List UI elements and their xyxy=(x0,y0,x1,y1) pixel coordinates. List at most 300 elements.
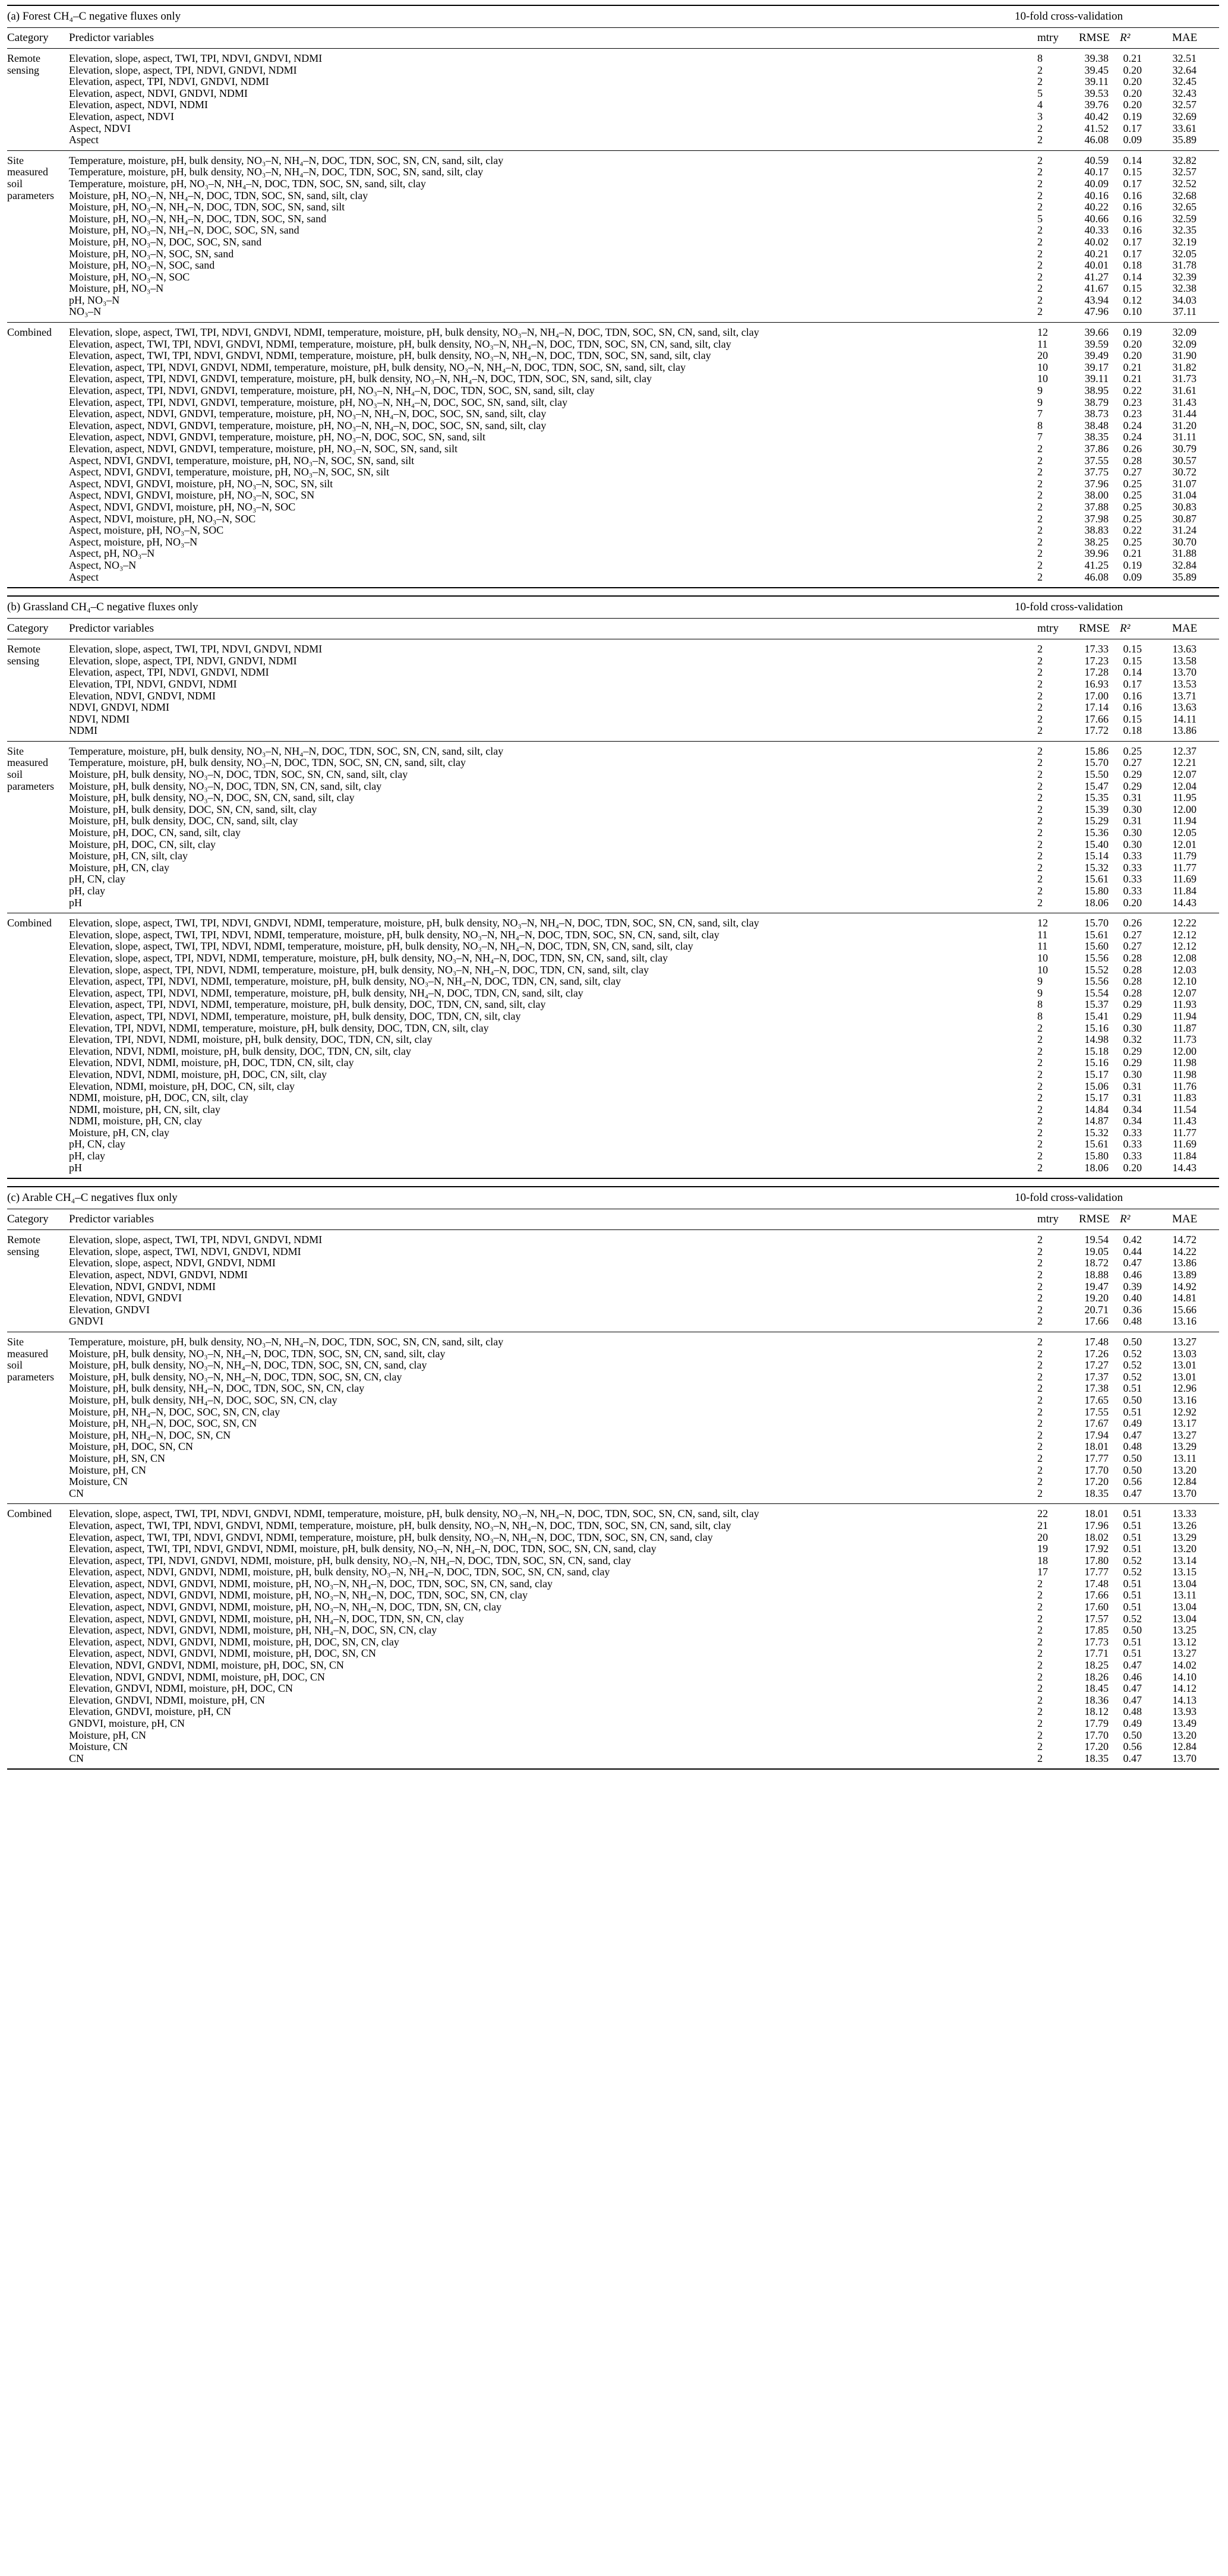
mtry-cell: 2 xyxy=(1037,885,1043,897)
mae-cell: 11.79 xyxy=(1173,850,1197,862)
predictors-cell: Elevation, GNDVI, NDMI, moisture, pH, DOC, CN xyxy=(69,1682,293,1695)
mae-cell: 12.84 xyxy=(1172,1741,1197,1753)
table-row xyxy=(7,792,1219,804)
column-header-row xyxy=(7,619,1219,639)
predictors-cell: Elevation, slope, aspect, TWI, TPI, NDVI, GNDVI, NDMI xyxy=(69,52,323,64)
row-group xyxy=(7,639,1219,741)
row-group xyxy=(7,323,1219,587)
mae-cell: 11.95 xyxy=(1173,792,1197,804)
r2-cell: 0.20 xyxy=(1123,64,1142,76)
table-row xyxy=(7,65,1219,77)
rmse-cell: 17.60 xyxy=(1084,1601,1109,1613)
mae-cell: 33.61 xyxy=(1172,122,1197,134)
mtry-cell: 2 xyxy=(1037,1624,1043,1637)
rmse-cell: 17.77 xyxy=(1084,1452,1109,1464)
table-row xyxy=(7,53,1219,65)
mtry-cell: 2 xyxy=(1037,701,1043,714)
rmse-cell: 40.33 xyxy=(1084,224,1109,237)
table-row xyxy=(7,1672,1219,1683)
rmse-cell: 15.17 xyxy=(1084,1068,1109,1080)
mtry-cell: 2 xyxy=(1037,154,1043,166)
predictors-cell: Elevation, aspect, TPI, NDVI, GNDVI, NDMI, temperature, moisture, pH, bulk density, NO₃–N, NH₄–N, DOC, TDN, SOC, SN, sand, silt, clay xyxy=(69,361,686,373)
mae-cell: 12.00 xyxy=(1172,803,1197,815)
rmse-cell: 18.06 xyxy=(1084,896,1109,909)
rmse-cell: 39.38 xyxy=(1084,52,1109,64)
predictors-cell: Elevation, aspect, TWI, TPI, NDVI, GNDVI, NDMI, temperature, moisture, pH, bulk density, NO₃–N, NH₄–N, DOC, TDN, SOC, SN, CN, sand, silt, clay xyxy=(69,338,731,350)
predictors-cell: GNDVI xyxy=(69,1315,103,1328)
r2-cell: 0.17 xyxy=(1123,247,1142,260)
mae-cell: 13.33 xyxy=(1172,1508,1197,1520)
table-row xyxy=(7,1057,1219,1069)
mae-cell: 12.22 xyxy=(1172,917,1197,929)
table-row xyxy=(7,339,1219,351)
mae-cell: 31.73 xyxy=(1172,373,1197,385)
predictors-cell: Elevation, aspect, NDVI, GNDVI, temperature, moisture, pH, NO₃–N, NH₄–N, DOC, SOC, SN, sand, silt, clay xyxy=(69,408,547,420)
rmse-cell: 18.35 xyxy=(1084,1487,1109,1499)
cv-label: 10-fold cross-validation xyxy=(1015,1191,1123,1205)
r2-cell: 0.14 xyxy=(1123,666,1142,679)
r2-cell: 0.15 xyxy=(1123,166,1142,178)
rmse-cell: 15.06 xyxy=(1084,1080,1109,1092)
header-predictors: Predictor variables xyxy=(69,622,154,635)
table-row xyxy=(7,1115,1219,1127)
predictors-cell: Moisture, pH, CN xyxy=(69,1464,146,1476)
mae-cell: 31.24 xyxy=(1172,524,1197,537)
predictors-cell: Moisture, pH, bulk density, NO₃–N, NH₄–N, DOC, TDN, SOC, SN, CN, clay xyxy=(69,1370,402,1383)
mae-cell: 34.03 xyxy=(1172,294,1197,306)
table-row xyxy=(7,1348,1219,1360)
rmse-cell: 15.36 xyxy=(1084,827,1109,839)
mae-cell: 32.05 xyxy=(1172,247,1197,260)
mtry-cell: 2 xyxy=(1037,689,1043,702)
table-row xyxy=(7,272,1219,283)
table-row xyxy=(7,1590,1219,1601)
rmse-cell: 18.01 xyxy=(1084,1440,1109,1453)
predictors-cell: Elevation, slope, aspect, TPI, NDVI, NDMI, temperature, moisture, pH, bulk density, NO₃–N, NH₄–N, DOC, TDN, SN, CN, sand, silt, clay xyxy=(69,951,668,964)
mae-cell: 31.43 xyxy=(1172,396,1197,408)
table-row xyxy=(7,1706,1219,1718)
mtry-cell: 2 xyxy=(1037,1659,1043,1672)
rmse-cell: 47.96 xyxy=(1084,305,1109,318)
category-label: Combined xyxy=(7,917,52,929)
mae-cell: 31.61 xyxy=(1172,384,1197,397)
table-row xyxy=(7,1508,1219,1520)
rmse-cell: 15.80 xyxy=(1084,885,1109,897)
r2-cell: 0.51 xyxy=(1123,1635,1142,1648)
rmse-cell: 17.70 xyxy=(1084,1464,1109,1476)
rmse-cell: 20.71 xyxy=(1084,1303,1109,1316)
table-row xyxy=(7,1336,1219,1348)
r2-cell: 0.50 xyxy=(1123,1393,1142,1406)
mae-cell: 13.03 xyxy=(1172,1347,1197,1360)
mae-cell: 11.98 xyxy=(1173,1057,1197,1069)
r2-cell: 0.16 xyxy=(1123,701,1142,714)
mtry-cell: 2 xyxy=(1037,1452,1043,1464)
predictors-cell: Elevation, aspect, NDVI, GNDVI, NDMI, moisture, pH, bulk density, NO₃–N, NH₄–N, DOC, TDN, SOC, SN, CN, sand, clay xyxy=(69,1566,610,1578)
mae-cell: 11.77 xyxy=(1173,861,1197,874)
r2-cell: 0.34 xyxy=(1123,1103,1142,1115)
mae-cell: 13.27 xyxy=(1172,1647,1197,1660)
r2-cell: 0.15 xyxy=(1123,643,1142,655)
r2-cell: 0.31 xyxy=(1123,1080,1142,1092)
r2-cell: 0.24 xyxy=(1123,419,1142,431)
table-row xyxy=(7,1741,1219,1753)
mae-cell: 13.89 xyxy=(1172,1269,1197,1281)
mae-cell: 13.63 xyxy=(1172,643,1197,655)
mae-cell: 13.53 xyxy=(1172,677,1197,690)
r2-cell: 0.17 xyxy=(1123,122,1142,134)
table-row xyxy=(7,1127,1219,1139)
rmse-cell: 17.85 xyxy=(1084,1624,1109,1637)
predictors-cell: Elevation, TPI, NDVI, NDMI, temperature, moisture, pH, bulk density, DOC, TDN, CN, silt, clay xyxy=(69,1021,489,1034)
table-row xyxy=(7,988,1219,999)
mae-cell: 32.69 xyxy=(1172,110,1197,122)
table-section xyxy=(7,595,1219,1179)
mae-cell: 11.54 xyxy=(1173,1103,1197,1115)
table-row xyxy=(7,283,1219,295)
r2-cell: 0.25 xyxy=(1123,745,1142,757)
mae-cell: 11.84 xyxy=(1173,885,1197,897)
rmse-cell: 17.33 xyxy=(1084,643,1109,655)
table-row xyxy=(7,1407,1219,1418)
rmse-cell: 17.28 xyxy=(1084,666,1109,679)
predictors-cell: Elevation, aspect, TPI, NDVI, GNDVI, temperature, moisture, pH, bulk density, NO₃–N, NH₄–N, DOC, TDN, SOC, SN, sand, silt, clay xyxy=(69,373,652,385)
mae-cell: 13.26 xyxy=(1172,1519,1197,1531)
mae-cell: 14.02 xyxy=(1172,1659,1197,1672)
r2-cell: 0.15 xyxy=(1123,712,1142,725)
rmse-cell: 38.35 xyxy=(1084,431,1109,443)
mtry-cell: 2 xyxy=(1037,827,1043,839)
mae-cell: 30.57 xyxy=(1172,454,1197,466)
mae-cell: 14.10 xyxy=(1172,1670,1197,1683)
mae-cell: 11.73 xyxy=(1173,1033,1197,1046)
rmse-cell: 39.17 xyxy=(1084,361,1109,373)
r2-cell: 0.49 xyxy=(1123,1417,1142,1430)
mtry-cell: 9 xyxy=(1037,986,1043,999)
mtry-cell: 2 xyxy=(1037,1429,1043,1441)
predictors-cell: Aspect, NDVI, GNDVI, moisture, pH, NO₃–N, SOC, SN xyxy=(69,489,315,502)
predictors-cell: Moisture, pH, bulk density, NH₄–N, DOC, TDN, SOC, SN, CN, clay xyxy=(69,1382,365,1395)
r2-cell: 0.16 xyxy=(1123,689,1142,702)
predictors-cell: Elevation, aspect, NDVI, GNDVI, NDMI xyxy=(69,1269,248,1281)
table-row xyxy=(7,431,1219,443)
table-row xyxy=(7,1360,1219,1371)
mtry-cell: 2 xyxy=(1037,724,1043,737)
table-row xyxy=(7,1543,1219,1555)
header-mae: MAE xyxy=(1172,1213,1198,1226)
mtry-cell: 2 xyxy=(1037,1393,1043,1406)
table-row xyxy=(7,513,1219,525)
table-row xyxy=(7,874,1219,885)
rmse-cell: 40.02 xyxy=(1084,235,1109,248)
table-row xyxy=(7,746,1219,758)
r2-cell: 0.15 xyxy=(1123,654,1142,667)
mae-cell: 32.45 xyxy=(1172,75,1197,88)
rmse-cell: 37.98 xyxy=(1084,512,1109,525)
table-row xyxy=(7,885,1219,897)
mae-cell: 14.72 xyxy=(1172,1234,1197,1246)
table-row xyxy=(7,502,1219,513)
mae-cell: 32.84 xyxy=(1172,559,1197,571)
predictors-cell: Elevation, TPI, NDVI, NDMI, moisture, pH, bulk density, DOC, TDN, CN, silt, clay xyxy=(69,1033,433,1046)
r2-cell: 0.16 xyxy=(1123,201,1142,213)
table-row xyxy=(7,420,1219,432)
rmse-cell: 18.36 xyxy=(1084,1694,1109,1706)
table-row xyxy=(7,1465,1219,1477)
rmse-cell: 18.06 xyxy=(1084,1161,1109,1174)
mtry-cell: 9 xyxy=(1037,975,1043,988)
mae-cell: 32.19 xyxy=(1172,235,1197,248)
mae-cell: 31.90 xyxy=(1172,349,1197,362)
mtry-cell: 3 xyxy=(1037,110,1043,122)
mtry-cell: 2 xyxy=(1037,643,1043,655)
table-row xyxy=(7,1753,1219,1765)
predictors-cell: pH, CN, clay xyxy=(69,873,125,885)
mtry-cell: 20 xyxy=(1037,349,1048,362)
r2-cell: 0.33 xyxy=(1123,873,1142,885)
predictors-cell: Moisture, CN xyxy=(69,1741,128,1753)
table-row xyxy=(7,1395,1219,1407)
r2-cell: 0.48 xyxy=(1123,1315,1142,1328)
table-row xyxy=(7,1418,1219,1430)
r2-cell: 0.14 xyxy=(1123,270,1142,283)
r2-cell: 0.51 xyxy=(1123,1577,1142,1590)
table-row xyxy=(7,190,1219,202)
mtry-cell: 8 xyxy=(1037,1010,1043,1022)
predictors-cell: Elevation, slope, aspect, TWI, NDVI, GNDVI, NDMI xyxy=(69,1245,301,1257)
table-row xyxy=(7,1430,1219,1442)
rmse-cell: 40.42 xyxy=(1084,110,1109,122)
mtry-cell: 2 xyxy=(1037,1647,1043,1660)
table-row xyxy=(7,1139,1219,1150)
mtry-cell: 2 xyxy=(1037,524,1043,537)
mae-cell: 31.78 xyxy=(1172,259,1197,272)
table-row xyxy=(7,373,1219,385)
mtry-cell: 2 xyxy=(1037,1682,1043,1695)
category-label: Remote sensing xyxy=(7,643,40,667)
row-group xyxy=(7,742,1219,913)
rmse-cell: 40.22 xyxy=(1084,201,1109,213)
rmse-cell: 40.21 xyxy=(1084,247,1109,260)
mae-cell: 12.12 xyxy=(1172,928,1197,941)
table-row xyxy=(7,134,1219,146)
r2-cell: 0.21 xyxy=(1123,361,1142,373)
predictors-cell: Elevation, GNDVI, moisture, pH, CN xyxy=(69,1705,231,1718)
mtry-cell: 2 xyxy=(1037,166,1043,178)
predictors-cell: Elevation, slope, aspect, TWI, TPI, NDVI, GNDVI, NDMI, temperature, moisture, pH, bulk density, NO₃–N, NH₄–N, DOC, TDN, SOC, SN, CN, sand, silt, clay xyxy=(69,1508,759,1520)
mtry-cell: 2 xyxy=(1037,466,1043,478)
predictors-cell: Elevation, aspect, TWI, TPI, NDVI, GNDVI, NDMI, moisture, pH, bulk density, NO₃–N, NH₄–N, DOC, TDN, SOC, SN, CN, sand, clay xyxy=(69,1543,656,1555)
header-rmse: RMSE xyxy=(1079,1213,1110,1226)
table-row xyxy=(7,862,1219,874)
mae-cell: 13.04 xyxy=(1172,1601,1197,1613)
mtry-cell: 2 xyxy=(1037,815,1043,827)
predictors-cell: Elevation, NDVI, NDMI, moisture, pH, DOC, CN, silt, clay xyxy=(69,1068,327,1080)
table-row xyxy=(7,1023,1219,1035)
rmse-cell: 15.16 xyxy=(1084,1057,1109,1069)
predictors-cell: Aspect, pH, NO₃–N xyxy=(69,547,155,560)
mtry-cell: 2 xyxy=(1037,1347,1043,1360)
predictors-cell: Moisture, pH, CN, clay xyxy=(69,1126,169,1139)
r2-cell: 0.20 xyxy=(1123,338,1142,350)
mtry-cell: 2 xyxy=(1037,1601,1043,1613)
predictors-cell: Elevation, NDVI, GNDVI xyxy=(69,1292,182,1304)
header-mae: MAE xyxy=(1172,622,1198,635)
mtry-cell: 2 xyxy=(1037,1336,1043,1348)
r2-cell: 0.51 xyxy=(1123,1405,1142,1418)
predictors-cell: Elevation, aspect, NDVI, GNDVI, temperature, moisture, pH, NO₃–N, NH₄–N, DOC, SOC, SN, sand, silt, clay xyxy=(69,419,547,431)
header-r2: R² xyxy=(1120,1213,1131,1226)
mae-cell: 12.01 xyxy=(1172,838,1197,850)
mae-cell: 12.92 xyxy=(1172,1405,1197,1418)
mae-cell: 12.07 xyxy=(1172,768,1197,781)
mtry-cell: 2 xyxy=(1037,454,1043,466)
rmse-cell: 17.72 xyxy=(1084,724,1109,737)
rmse-cell: 15.18 xyxy=(1084,1045,1109,1057)
rmse-cell: 39.49 xyxy=(1084,349,1109,362)
table-row xyxy=(7,1601,1219,1613)
bottom-rule xyxy=(7,587,1219,588)
mae-cell: 31.04 xyxy=(1172,489,1197,502)
r2-cell: 0.23 xyxy=(1123,396,1142,408)
mtry-cell: 2 xyxy=(1037,177,1043,190)
header-mae: MAE xyxy=(1172,31,1198,44)
mae-cell: 14.43 xyxy=(1172,1161,1197,1174)
mtry-cell: 7 xyxy=(1037,431,1043,443)
predictors-cell: NDMI, moisture, pH, CN, clay xyxy=(69,1115,202,1127)
predictors-cell: Aspect, NDVI, GNDVI, moisture, pH, NO₃–N, SOC xyxy=(69,500,296,513)
table-row xyxy=(7,976,1219,988)
predictors-cell: Aspect xyxy=(69,134,99,146)
rmse-cell: 17.92 xyxy=(1084,1543,1109,1555)
r2-cell: 0.36 xyxy=(1123,1303,1142,1316)
table-row xyxy=(7,1257,1219,1269)
mtry-cell: 2 xyxy=(1037,535,1043,548)
table-row xyxy=(7,408,1219,420)
table-row xyxy=(7,1316,1219,1328)
predictors-cell: GNDVI, moisture, pH, CN xyxy=(69,1717,185,1729)
mae-cell: 11.98 xyxy=(1173,1068,1197,1080)
r2-cell: 0.29 xyxy=(1123,1010,1142,1022)
mtry-cell: 2 xyxy=(1037,1612,1043,1625)
rmse-cell: 15.29 xyxy=(1084,815,1109,827)
table-row xyxy=(7,897,1219,909)
mtry-cell: 2 xyxy=(1037,1303,1043,1316)
predictors-cell: Elevation, NDVI, NDMI, moisture, pH, bulk density, DOC, TDN, CN, silt, clay xyxy=(69,1045,411,1057)
table-row xyxy=(7,327,1219,339)
mae-cell: 11.94 xyxy=(1173,1010,1197,1022)
mtry-cell: 8 xyxy=(1037,998,1043,1011)
mtry-cell: 2 xyxy=(1037,305,1043,318)
r2-cell: 0.51 xyxy=(1123,1382,1142,1395)
mtry-cell: 2 xyxy=(1037,712,1043,725)
row-group xyxy=(7,1230,1219,1332)
mae-cell: 13.15 xyxy=(1172,1566,1197,1578)
predictors-cell: Elevation, aspect, TPI, NDVI, GNDVI, temperature, moisture, pH, NO₃–N, NH₄–N, DOC, TDN, SOC, SN, sand, silt, clay xyxy=(69,384,595,397)
mtry-cell: 2 xyxy=(1037,1021,1043,1034)
r2-cell: 0.31 xyxy=(1123,792,1142,804)
mae-cell: 13.12 xyxy=(1172,1635,1197,1648)
r2-cell: 0.17 xyxy=(1123,177,1142,190)
mae-cell: 13.14 xyxy=(1172,1554,1197,1566)
mae-cell: 32.43 xyxy=(1172,87,1197,99)
table-row xyxy=(7,213,1219,225)
table-row xyxy=(7,941,1219,953)
table-row xyxy=(7,201,1219,213)
predictors-cell: Moisture, pH, CN xyxy=(69,1729,146,1741)
r2-cell: 0.47 xyxy=(1123,1659,1142,1672)
predictors-cell: Elevation, aspect, TPI, NDVI, NDMI, temperature, moisture, pH, bulk density, NO₃–N, NH₄–N, DOC, TDN, CN, sand, silt, clay xyxy=(69,975,621,988)
mae-cell: 30.87 xyxy=(1172,512,1197,525)
rmse-cell: 18.02 xyxy=(1084,1531,1109,1543)
rmse-cell: 15.86 xyxy=(1084,745,1109,757)
mae-cell: 12.00 xyxy=(1172,1045,1197,1057)
r2-cell: 0.20 xyxy=(1123,75,1142,88)
mtry-cell: 2 xyxy=(1037,1269,1043,1281)
rmse-cell: 14.84 xyxy=(1084,1103,1109,1115)
mtry-cell: 11 xyxy=(1037,928,1048,941)
mtry-cell: 2 xyxy=(1037,270,1043,283)
table-row xyxy=(7,260,1219,272)
predictors-cell: Elevation, NDVI, NDMI, moisture, pH, DOC, TDN, CN, silt, clay xyxy=(69,1057,354,1069)
mae-cell: 12.96 xyxy=(1172,1382,1197,1395)
rmse-cell: 17.71 xyxy=(1084,1647,1109,1660)
table-section xyxy=(7,5,1219,588)
r2-cell: 0.47 xyxy=(1123,1694,1142,1706)
rmse-cell: 41.25 xyxy=(1084,559,1109,571)
table-row xyxy=(7,385,1219,397)
mae-cell: 13.86 xyxy=(1172,1257,1197,1269)
table-row xyxy=(7,362,1219,374)
r2-cell: 0.52 xyxy=(1123,1554,1142,1566)
r2-cell: 0.42 xyxy=(1123,1234,1142,1246)
bottom-rule xyxy=(7,1768,1219,1770)
rmse-cell: 15.60 xyxy=(1084,940,1109,953)
predictors-cell: NDVI, GNDVI, NDMI xyxy=(69,701,169,714)
r2-cell: 0.09 xyxy=(1123,134,1142,146)
mae-cell: 32.39 xyxy=(1172,270,1197,283)
results-table xyxy=(7,5,1219,1770)
table-row xyxy=(7,1613,1219,1625)
table-row xyxy=(7,999,1219,1011)
mae-cell: 30.72 xyxy=(1172,466,1197,478)
r2-cell: 0.16 xyxy=(1123,189,1142,201)
predictors-cell: Elevation, NDVI, GNDVI, NDMI, moisture, pH, DOC, SN, CN xyxy=(69,1659,344,1672)
table-row xyxy=(7,166,1219,178)
predictors-cell: NDVI, NDMI xyxy=(69,712,130,725)
r2-cell: 0.47 xyxy=(1123,1682,1142,1695)
predictors-cell: Moisture, pH, NO₃–N, NH₄–N, DOC, TDN, SOC, SN, sand, silt, clay xyxy=(69,189,368,201)
cv-label: 10-fold cross-validation xyxy=(1015,601,1123,614)
mtry-cell: 2 xyxy=(1037,559,1043,571)
row-group xyxy=(7,49,1219,150)
mae-cell: 12.03 xyxy=(1172,963,1197,976)
rmse-cell: 15.70 xyxy=(1084,756,1109,769)
r2-cell: 0.25 xyxy=(1123,535,1142,548)
mae-cell: 13.29 xyxy=(1172,1440,1197,1453)
mtry-cell: 2 xyxy=(1037,1150,1043,1162)
table-row xyxy=(7,1453,1219,1465)
mtry-cell: 2 xyxy=(1037,1717,1043,1729)
mtry-cell: 8 xyxy=(1037,419,1043,431)
r2-cell: 0.30 xyxy=(1123,803,1142,815)
predictors-cell: pH xyxy=(69,896,82,909)
mtry-cell: 2 xyxy=(1037,122,1043,134)
mtry-cell: 22 xyxy=(1037,1508,1048,1520)
mae-cell: 35.89 xyxy=(1172,134,1197,146)
r2-cell: 0.46 xyxy=(1123,1670,1142,1683)
mae-cell: 32.09 xyxy=(1172,326,1197,339)
